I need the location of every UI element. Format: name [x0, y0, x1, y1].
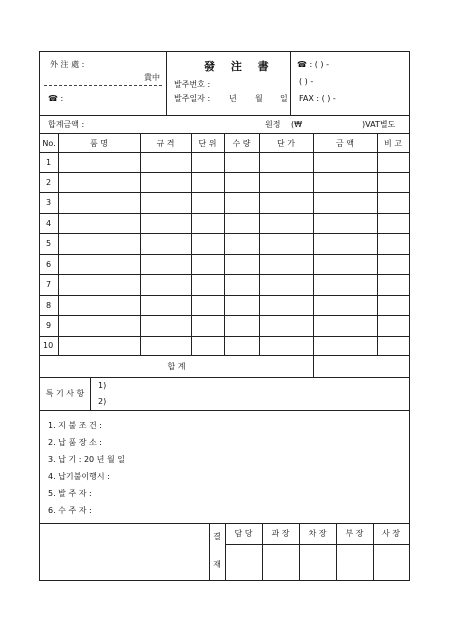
- notes-bottom-line: [40, 410, 409, 411]
- col-header-spec: 규 격: [156, 138, 175, 148]
- sum-label: 합 계: [167, 361, 186, 371]
- approval-role-deputy: 차 장: [308, 529, 327, 538]
- condition-delivery-date: 3. 납 기 : 20 년 월 일: [48, 455, 125, 464]
- form-title: 發 注 書: [204, 60, 275, 73]
- row-number: 3: [46, 198, 52, 207]
- order-number-label: 발주번호 :: [174, 80, 211, 89]
- contact-phone1: ☎ : ( ) -: [297, 60, 329, 69]
- row-number: 10: [43, 341, 54, 350]
- col-line: [191, 134, 192, 355]
- recipient-suffix: 貴中: [144, 73, 160, 82]
- total-amount-label: 합계금액 :: [48, 120, 85, 129]
- row-number: 7: [46, 280, 52, 289]
- contact-fax: FAX : ( ) -: [299, 94, 336, 103]
- col-header-price: 단 가: [277, 138, 295, 148]
- header-divider-left: [166, 52, 167, 115]
- col-header-no: No.: [42, 138, 56, 148]
- approval-label-top: 결: [213, 531, 221, 541]
- notes-label: 특 기 사 항: [45, 389, 85, 398]
- recipient-phone-label: ☎ :: [48, 94, 64, 103]
- order-date-year: 년: [229, 94, 237, 103]
- row-number: 1: [46, 157, 52, 167]
- header-divider-right: [290, 52, 291, 115]
- notes-divider: [90, 377, 91, 410]
- col-line: [259, 134, 260, 355]
- recipient-underline: [44, 85, 162, 86]
- row-number: 4: [46, 218, 52, 228]
- col-header-remarks: 비 고: [384, 138, 402, 148]
- col-header-unit: 단 위: [198, 138, 217, 148]
- row-number: 5: [46, 239, 52, 248]
- approval-header-line: [225, 544, 409, 545]
- col-line: [140, 134, 141, 355]
- notes-line-1: 1): [98, 381, 107, 390]
- row-number: 9: [46, 321, 52, 330]
- row-number: 8: [46, 300, 52, 310]
- purchase-order-form: [39, 51, 410, 581]
- row-number: 2: [46, 177, 52, 187]
- total-currency: (₩: [291, 120, 303, 129]
- sum-row-bottom: [40, 377, 409, 378]
- notes-line-2: 2): [98, 397, 107, 406]
- approval-role-president: 사 장: [382, 529, 400, 538]
- condition-payment: 1. 지 불 조 건 :: [48, 421, 102, 430]
- total-won-label: 원정: [265, 120, 281, 129]
- condition-delivery-place: 2. 납 품 장 소 :: [48, 438, 102, 447]
- approval-role-staff: 담 당: [234, 529, 253, 538]
- order-date-month: 월: [255, 94, 263, 103]
- col-line: [224, 134, 225, 355]
- col-header-amount: 금 액: [336, 138, 354, 148]
- order-date-label: 발주일자 :: [174, 94, 211, 103]
- condition-contractor: 6. 수 주 자 :: [48, 506, 92, 515]
- recipient-label: 外 注 處 :: [50, 60, 85, 69]
- col-line: [377, 134, 378, 355]
- condition-default: 4. 납기불이행시 :: [48, 472, 110, 481]
- approval-role-manager: 과 장: [271, 529, 290, 538]
- col-line: [313, 134, 314, 377]
- col-header-item: 품 명: [90, 138, 108, 148]
- contact-phone2: ( ) -: [299, 77, 314, 86]
- col-header-qty: 수 량: [232, 138, 251, 148]
- order-date-day: 일: [280, 94, 288, 103]
- header-bottom-line: [40, 115, 409, 116]
- total-vat-note: )VAT별도: [362, 120, 396, 129]
- condition-orderer: 5. 발 주 자 :: [48, 489, 92, 498]
- approval-label-bottom: 재: [213, 559, 221, 569]
- col-line: [58, 134, 59, 355]
- approval-role-director: 부 장: [345, 529, 364, 538]
- row-number: 6: [46, 259, 52, 269]
